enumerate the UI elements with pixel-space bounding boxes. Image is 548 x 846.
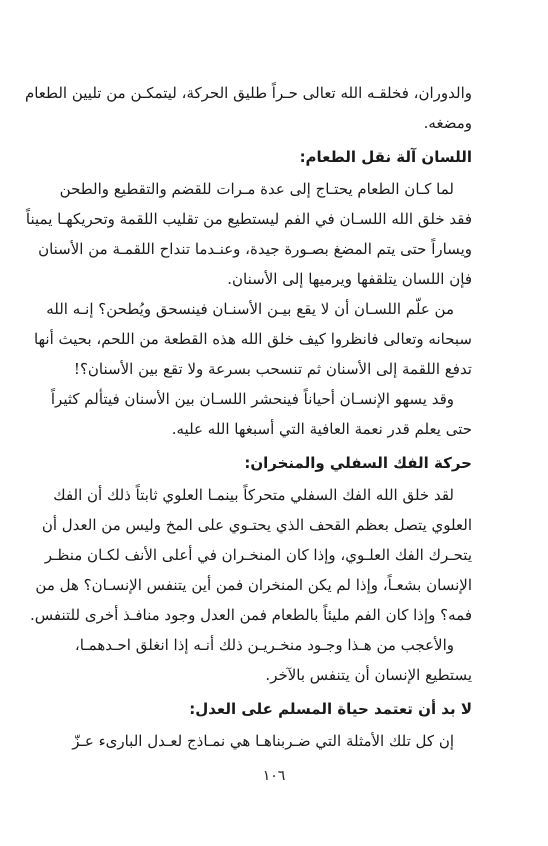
text-line: يتحـرك الفك العلـوي، وإذا كان المنخـران في أعلى الأنف لكـان منظـر xyxy=(44,546,472,564)
text-line: من علّم اللسـان أن لا يقع بيـن الأسنـان فينسحق ويُطحن؟ إنـه الله xyxy=(46,300,454,318)
section-heading: حركة الفك السفلي والمنخران: xyxy=(244,454,472,472)
paragraph xyxy=(25,174,472,294)
text-line: والدوران، فخلقـه الله تعالى حـراً طليق الحركة، ليتمكـن من تليين الطعام xyxy=(24,84,472,102)
text-line: فقد خلق الله اللسـان في الفم ليستطيع من تقليب اللقمة وتحريكهـا يميناً xyxy=(25,210,472,228)
text-line: ومضغه. xyxy=(423,114,472,132)
paragraph xyxy=(50,384,472,444)
paragraph xyxy=(24,78,472,138)
section-heading: اللسان آلة نقل الطعام: xyxy=(299,148,472,166)
paragraph xyxy=(33,294,472,384)
text-line: وقد يسهو الإنسـان أحياناً فينحشر اللسـان بين الأسنان فيتألم كثيراً xyxy=(50,390,454,408)
text-line: لما كـان الطعام يحتـاج إلى عدة مـرات للقضم والتقطيع والطحن xyxy=(59,180,454,198)
paragraph xyxy=(72,726,472,756)
text-line: العلوي يتصل بعظم القحف الذي يحتـوي على المخ وليس من العدل أن xyxy=(41,516,472,534)
text-line: فمه؟ وإذا كان الفم مليئاً بالطعام فمن العدل وجود منافـذ أخرى للتنفس. xyxy=(30,606,472,624)
text-line: لقد خلق الله الفك السفلي متحركاً بينمـا العلوي ثابتاً ذلك أن الفك xyxy=(53,486,454,504)
page-body xyxy=(24,78,472,756)
text-line: سبحانه وتعالى فانظروا كيف خلق الله هذه القطعة من اللحم، بحيث أنها xyxy=(33,330,472,348)
text-line: حتى يعلم قدر نعمة العافية التي أسبغها الله عليه. xyxy=(171,420,472,438)
paragraph xyxy=(30,480,472,630)
text-line: والأعجب من هـذا وجـود منخـريـن ذلك أنـه إذا انغلق احـدهمـا، xyxy=(74,636,454,654)
text-line: تدفع اللقمة إلى الأسنان ثم تنسحب بسرعة ولا تقع بين الأسنان؟! xyxy=(73,360,472,378)
text-line: إن كل تلك الأمثلة التي ضـربناهـا هي نمـاذج لعـدل البارىء عـزّ xyxy=(72,732,454,750)
text-line: يستطيع الإنسان أن يتنفس بالآخر. xyxy=(265,666,472,684)
text-line: ويساراً حتى يتم المضغ بصـورة جيدة، وعنـدما تنداح اللقمـة من الأسنان xyxy=(38,240,472,258)
text-line: الإنسان بشعـاً، وإذا لم يكن المنخران فمن أين يتنفس الإنسـان؟ هل من xyxy=(35,576,472,594)
section-heading: لا بد أن تعتمد حياة المسلم على العدل: xyxy=(189,700,472,718)
page-number: ١٠٦ xyxy=(262,768,286,784)
text-line: فإن اللسان يتلقفها ويرميها إلى الأسنان. xyxy=(227,270,472,288)
paragraph xyxy=(76,630,472,690)
